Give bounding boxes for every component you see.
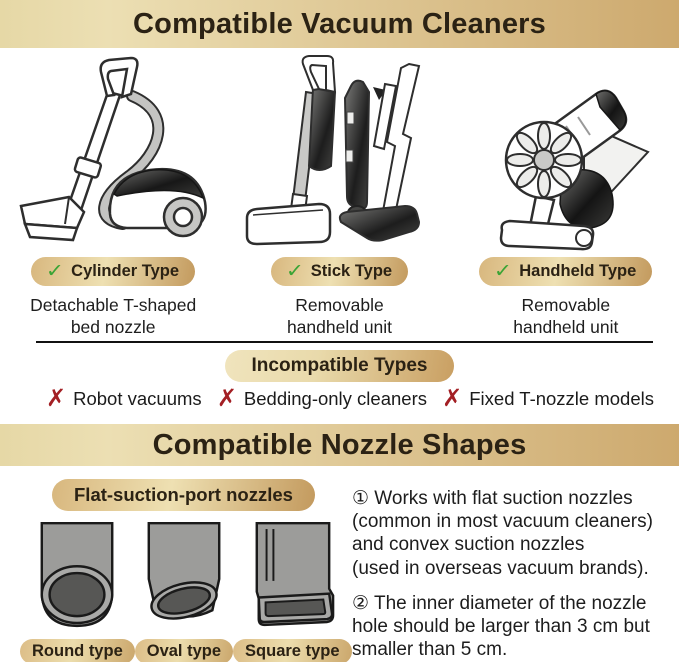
nozzle-figures-row — [12, 520, 342, 662]
stick-vacuum-icon — [233, 54, 445, 254]
stick-vacuum-illustration — [226, 52, 452, 256]
page-title: Compatible Vacuum Cleaners — [133, 7, 546, 40]
cylinder-type-label: Cylinder Type — [71, 262, 180, 280]
handheld-type-label: Handheld Type — [519, 262, 637, 280]
type-label-row — [0, 257, 679, 286]
stick-type-description: Removable handheld unit — [286, 295, 393, 337]
handheld-vacuum-illustration — [453, 52, 679, 256]
cross-icon: ✗ — [46, 385, 67, 412]
incompatible-item-label: Robot vacuums — [73, 388, 202, 409]
section-divider — [36, 341, 653, 343]
incompatible-items-row — [46, 387, 654, 411]
nozzle-shapes-title: Compatible Nozzle Shapes — [152, 428, 527, 461]
top-banner — [0, 0, 679, 48]
cylinder-vacuum-illustration — [0, 52, 226, 256]
handheld-type-badge — [479, 257, 652, 286]
incompatible-item-label: Bedding-only cleaners — [243, 388, 427, 409]
flat-suction-port-label: Flat-suction-port nozzles — [74, 484, 293, 505]
type-description-row — [0, 295, 679, 339]
cylinder-type-description: Detachable T-shaped bed nozzle — [30, 295, 197, 337]
nozzle-shapes-panel — [12, 479, 342, 662]
check-icon: ✓ — [285, 261, 304, 282]
flat-suction-port-badge — [52, 479, 315, 511]
nozzle-note-2: ② The inner diameter of the nozzle hole should be larger than 3 cm but smaller than 5 cm. — [352, 592, 650, 661]
cylinder-vacuum-icon — [7, 54, 219, 254]
incompatible-item-label: Fixed T-nozzle models — [469, 388, 654, 409]
cross-icon: ✗ — [442, 385, 463, 412]
cylinder-type-badge — [31, 257, 195, 286]
round-type-badge: Round type — [20, 639, 135, 662]
vacuum-illustrations-row — [0, 52, 679, 256]
square-type-badge: Square type — [233, 639, 351, 662]
stick-type-label: Stick Type — [310, 262, 393, 280]
nozzle-note-1: ① Works with flat suction nozzles (common in most vacuum cleaners) and convex suction nozzles (used in overseas vacuum brands). — [352, 488, 653, 579]
incompatible-item — [442, 387, 654, 411]
check-icon: ✓ — [494, 261, 513, 282]
oval-nozzle-figure — [135, 520, 233, 662]
cross-icon: ✗ — [216, 385, 237, 412]
stick-type-badge — [271, 257, 408, 286]
round-port-nozzle-icon — [32, 520, 122, 632]
incompatible-types-title: Incompatible Types — [251, 355, 428, 376]
incompatible-item — [46, 387, 202, 411]
check-icon: ✓ — [46, 261, 65, 282]
nozzle-notes — [352, 487, 677, 662]
handheld-vacuum-icon — [466, 54, 666, 254]
square-nozzle-figure — [233, 520, 351, 662]
oval-port-nozzle-icon — [139, 520, 229, 632]
incompatible-item — [217, 387, 427, 411]
square-port-nozzle-icon — [247, 520, 337, 632]
nozzle-shapes-banner — [0, 424, 679, 466]
handheld-type-description: Removable handheld unit — [513, 295, 619, 337]
incompatible-types-badge — [225, 350, 455, 382]
round-nozzle-figure — [20, 520, 135, 662]
oval-type-badge: Oval type — [135, 639, 233, 662]
